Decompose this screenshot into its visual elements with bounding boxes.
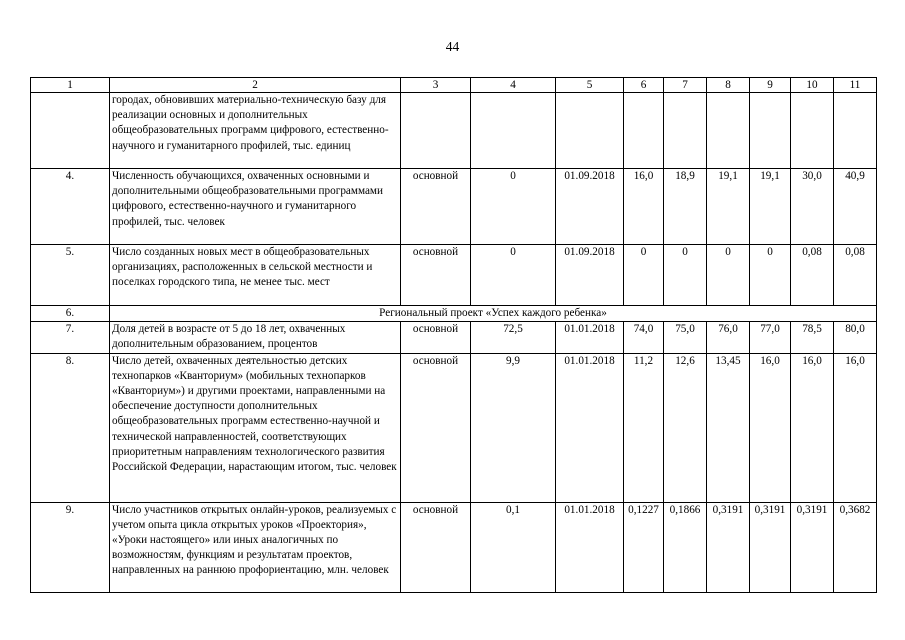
value-cell: 12,6 [664, 353, 707, 502]
value-cell: 0,3191 [791, 502, 834, 592]
indicator-type: основной [401, 322, 471, 353]
row-number [31, 93, 110, 169]
column-header: 9 [750, 78, 791, 93]
indicator-type [401, 93, 471, 169]
indicators-table [30, 77, 877, 593]
base-value [471, 93, 556, 169]
value-cell [664, 93, 707, 169]
row-number: 7. [31, 322, 110, 353]
base-value: 72,5 [471, 322, 556, 353]
value-cell: 19,1 [750, 169, 791, 245]
value-cell [624, 93, 664, 169]
indicator-type: основной [401, 353, 471, 502]
value-cell: 30,0 [791, 169, 834, 245]
base-date: 01.01.2018 [556, 502, 624, 592]
table-row [31, 322, 877, 353]
value-cell: 0 [707, 245, 750, 306]
section-title: Региональный проект «Успех каждого ребенка» [110, 306, 877, 322]
column-header: 11 [834, 78, 877, 93]
row-number: 8. [31, 353, 110, 502]
value-cell [707, 93, 750, 169]
value-cell: 16,0 [834, 353, 877, 502]
column-header: 1 [31, 78, 110, 93]
value-cell: 78,5 [791, 322, 834, 353]
value-cell: 0,08 [834, 245, 877, 306]
value-cell: 16,0 [750, 353, 791, 502]
value-cell: 0,1866 [664, 502, 707, 592]
value-cell: 80,0 [834, 322, 877, 353]
value-cell: 18,9 [664, 169, 707, 245]
table-row [31, 245, 877, 306]
value-cell [834, 93, 877, 169]
value-cell: 11,2 [624, 353, 664, 502]
column-header: 8 [707, 78, 750, 93]
base-value: 9,9 [471, 353, 556, 502]
indicator-name: Число участников открытых онлайн-уроков, реализуемых с учетом опыта цикла открытых уроков «Проектория», «Уроки настоящего» или иных аналогичных по возможностям, функциям и результатам проектов, направленных на раннюю профориентацию, млн. человек [110, 502, 401, 592]
row-number: 6. [31, 306, 110, 322]
indicator-name: городах, обновивших материально-техническую базу для реализации основных и дополнительных общеобразовательных программ цифрового, естественно-научного и гуманитарного профилей, тыс. единиц [110, 93, 401, 169]
column-header: 6 [624, 78, 664, 93]
value-cell: 75,0 [664, 322, 707, 353]
value-cell: 0,3191 [750, 502, 791, 592]
value-cell: 0 [664, 245, 707, 306]
value-cell: 0 [750, 245, 791, 306]
value-cell: 13,45 [707, 353, 750, 502]
indicator-name: Доля детей в возрасте от 5 до 18 лет, охваченных дополнительным образованием, процентов [110, 322, 401, 353]
table-row [31, 353, 877, 502]
column-header: 3 [401, 78, 471, 93]
base-value: 0 [471, 245, 556, 306]
value-cell: 74,0 [624, 322, 664, 353]
value-cell [791, 93, 834, 169]
column-header: 5 [556, 78, 624, 93]
row-number: 4. [31, 169, 110, 245]
base-date: 01.09.2018 [556, 169, 624, 245]
base-date [556, 93, 624, 169]
column-header: 10 [791, 78, 834, 93]
column-header: 4 [471, 78, 556, 93]
table-row [31, 502, 877, 592]
value-cell: 0,08 [791, 245, 834, 306]
value-cell: 16,0 [624, 169, 664, 245]
value-cell: 19,1 [707, 169, 750, 245]
indicator-type: основной [401, 502, 471, 592]
indicator-name: Число созданных новых мест в общеобразовательных организациях, расположенных в сельской местности и поселках городского типа, не менее тыс. мест [110, 245, 401, 306]
base-date: 01.01.2018 [556, 353, 624, 502]
table-row [31, 93, 877, 169]
base-value: 0,1 [471, 502, 556, 592]
row-number: 9. [31, 502, 110, 592]
value-cell [750, 93, 791, 169]
base-value: 0 [471, 169, 556, 245]
column-header: 7 [664, 78, 707, 93]
base-date: 01.09.2018 [556, 245, 624, 306]
value-cell: 0,3682 [834, 502, 877, 592]
indicator-name: Численность обучающихся, охваченных основными и дополнительными общеобразовательными программами цифрового, естественно-научного и гуманитарного профилей, тыс. человек [110, 169, 401, 245]
column-header: 2 [110, 78, 401, 93]
value-cell: 0,3191 [707, 502, 750, 592]
value-cell: 0 [624, 245, 664, 306]
indicator-name: Число детей, охваченных деятельностью детских технопарков «Кванториум» (мобильных технопарков «Кванториум») и другими проектами, направленными на обеспечение доступности дополнительных общеобразовательных программ естественно-научной и технической направленностей, соответствующих приоритетным направлениям технологического развития Российской Федерации, нарастающим итогом, тыс. человек [110, 353, 401, 502]
indicator-type: основной [401, 169, 471, 245]
base-date: 01.01.2018 [556, 322, 624, 353]
table-row [31, 169, 877, 245]
value-cell: 0,1227 [624, 502, 664, 592]
table-header-row [31, 78, 877, 93]
value-cell: 77,0 [750, 322, 791, 353]
section-row [31, 306, 877, 322]
value-cell: 76,0 [707, 322, 750, 353]
value-cell: 16,0 [791, 353, 834, 502]
page-number: 44 [445, 39, 460, 54]
indicator-type: основной [401, 245, 471, 306]
value-cell: 40,9 [834, 169, 877, 245]
row-number: 5. [31, 245, 110, 306]
